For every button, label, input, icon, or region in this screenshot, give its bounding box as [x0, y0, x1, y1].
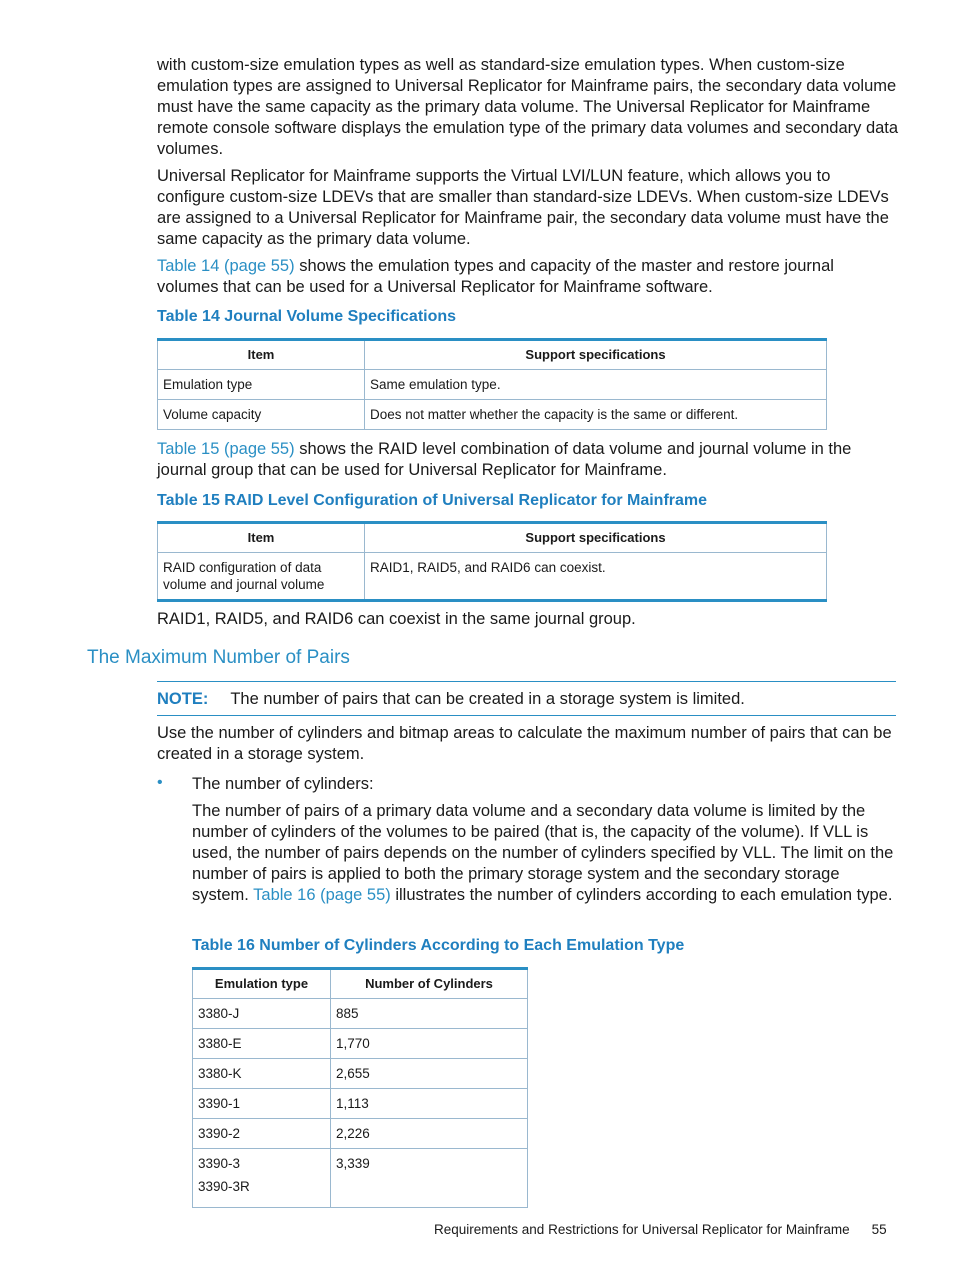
table-cell: 885	[331, 999, 528, 1029]
table-cell: 2,655	[331, 1059, 528, 1089]
table16-caption: Table 16 Number of Cylinders According to Each Emulation Type	[192, 937, 685, 954]
table-cell: Does not matter whether the capacity is the same or different.	[365, 400, 827, 430]
raid-coexist-paragraph: RAID1, RAID5, and RAID6 can coexist in the same journal group.	[157, 610, 636, 628]
bullet-icon: •	[157, 774, 163, 791]
table15-link[interactable]: Table 15 (page 55)	[157, 440, 295, 458]
table16	[192, 967, 528, 1208]
column-header: Support specifications	[365, 523, 827, 553]
table-cell: 3,339	[331, 1149, 528, 1208]
table-cell: 3390-2	[193, 1119, 331, 1149]
note-label: NOTE:	[157, 690, 209, 708]
table-cell: Emulation type	[158, 370, 365, 400]
table16-link[interactable]: Table 16 (page 55)	[253, 886, 391, 904]
table-cell: 3380-K	[193, 1059, 331, 1089]
table14-reference-text: shows the emulation types and capacity of the master and restore journal volumes that can be used for a Universal Replicator for Mainframe software.	[157, 257, 834, 296]
table-row	[193, 1119, 528, 1149]
table-cell: 3380-J	[193, 999, 331, 1029]
bullet-body-text-end: illustrates the number of cylinders according to each emulation type.	[390, 886, 893, 904]
table-row	[158, 553, 827, 601]
column-header: Item	[158, 340, 365, 370]
table-cell	[193, 1149, 331, 1208]
section-heading: The Maximum Number of Pairs	[87, 647, 350, 668]
note-text: The number of pairs that can be created in a storage system is limited.	[230, 690, 745, 708]
table15-reference-text: shows the RAID level combination of data volume and journal volume in the journal group that can be used for Universal Replicator for Mainframe.	[157, 440, 852, 479]
table14	[157, 338, 827, 430]
intro-paragraph-1: with custom-size emulation types as well as standard-size emulation types. When custom-size emulation types are assigned to Universal Replicator for Mainframe pairs, the secondary data volume must have the same capacity as the primary data volume. The Universal Replicator for Mainframe remote console software displays the emulation type of the primary data volumes and secondary data volumes.	[157, 56, 899, 158]
table-row	[158, 370, 827, 400]
table-row	[193, 1149, 528, 1208]
table-cell: 3390-1	[193, 1089, 331, 1119]
table14-caption: Table 14 Journal Volume Specifications	[157, 308, 457, 325]
cylinders-intro-paragraph: Use the number of cylinders and bitmap areas to calculate the maximum number of pairs that can be created in a storage system.	[157, 724, 892, 763]
bullet-body-text: The number of pairs of a primary data volume and a secondary data volume is limited by the number of cylinders of the volumes to be paired (that is, the capacity of the volume). If VLL is used, the number of pairs depends on the number of cylinders specified by VLL. The limit on the number of pairs is applied to both the primary storage system and the secondary storage system.	[192, 802, 894, 904]
page-number: 55	[871, 1222, 887, 1237]
table-cell: RAID1, RAID5, and RAID6 can coexist.	[365, 553, 827, 601]
note-bottom-rule	[157, 715, 896, 716]
page-footer	[434, 1222, 887, 1237]
table-row	[158, 400, 827, 430]
table15	[157, 521, 827, 602]
note-box	[157, 689, 745, 710]
intro-paragraph-2: Universal Replicator for Mainframe supports the Virtual LVI/LUN feature, which allows you to configure custom-size LDEVs that are smaller than standard-size LDEVs. When custom-size LDEVs are assigned to a Universal Replicator for Mainframe pair, the secondary data volume must have the same capacity as the primary data volume.	[157, 167, 889, 248]
column-header: Number of Cylinders	[331, 969, 528, 999]
table-row	[193, 1029, 528, 1059]
table-cell: 3380-E	[193, 1029, 331, 1059]
bullet-body	[192, 801, 899, 906]
table-header-row	[193, 969, 528, 999]
table15-reference-paragraph	[157, 439, 899, 481]
table14-reference-paragraph	[157, 256, 899, 298]
table-cell: RAID configuration of data volume and journal volume	[158, 553, 365, 601]
table-row	[193, 999, 528, 1029]
note-top-rule	[157, 681, 896, 682]
footer-text: Requirements and Restrictions for Universal Replicator for Mainframe	[434, 1222, 850, 1237]
table-cell: 2,226	[331, 1119, 528, 1149]
table15-caption: Table 15 RAID Level Configuration of Universal Replicator for Mainframe	[157, 492, 708, 509]
table-cell: 1,770	[331, 1029, 528, 1059]
column-header: Support specifications	[365, 340, 827, 370]
table-header-row	[158, 523, 827, 553]
column-header: Item	[158, 523, 365, 553]
column-header: Emulation type	[193, 969, 331, 999]
emulation-type: 3390-3	[198, 1156, 241, 1171]
emulation-type-extra: 3390-3R	[198, 1179, 250, 1194]
table-row	[193, 1089, 528, 1119]
table-cell: Same emulation type.	[365, 370, 827, 400]
table-cell: Volume capacity	[158, 400, 365, 430]
table-header-row	[158, 340, 827, 370]
table-row	[193, 1059, 528, 1089]
table-cell: 1,113	[331, 1089, 528, 1119]
bullet-title: The number of cylinders:	[192, 775, 374, 793]
table14-link[interactable]: Table 14 (page 55)	[157, 257, 295, 275]
